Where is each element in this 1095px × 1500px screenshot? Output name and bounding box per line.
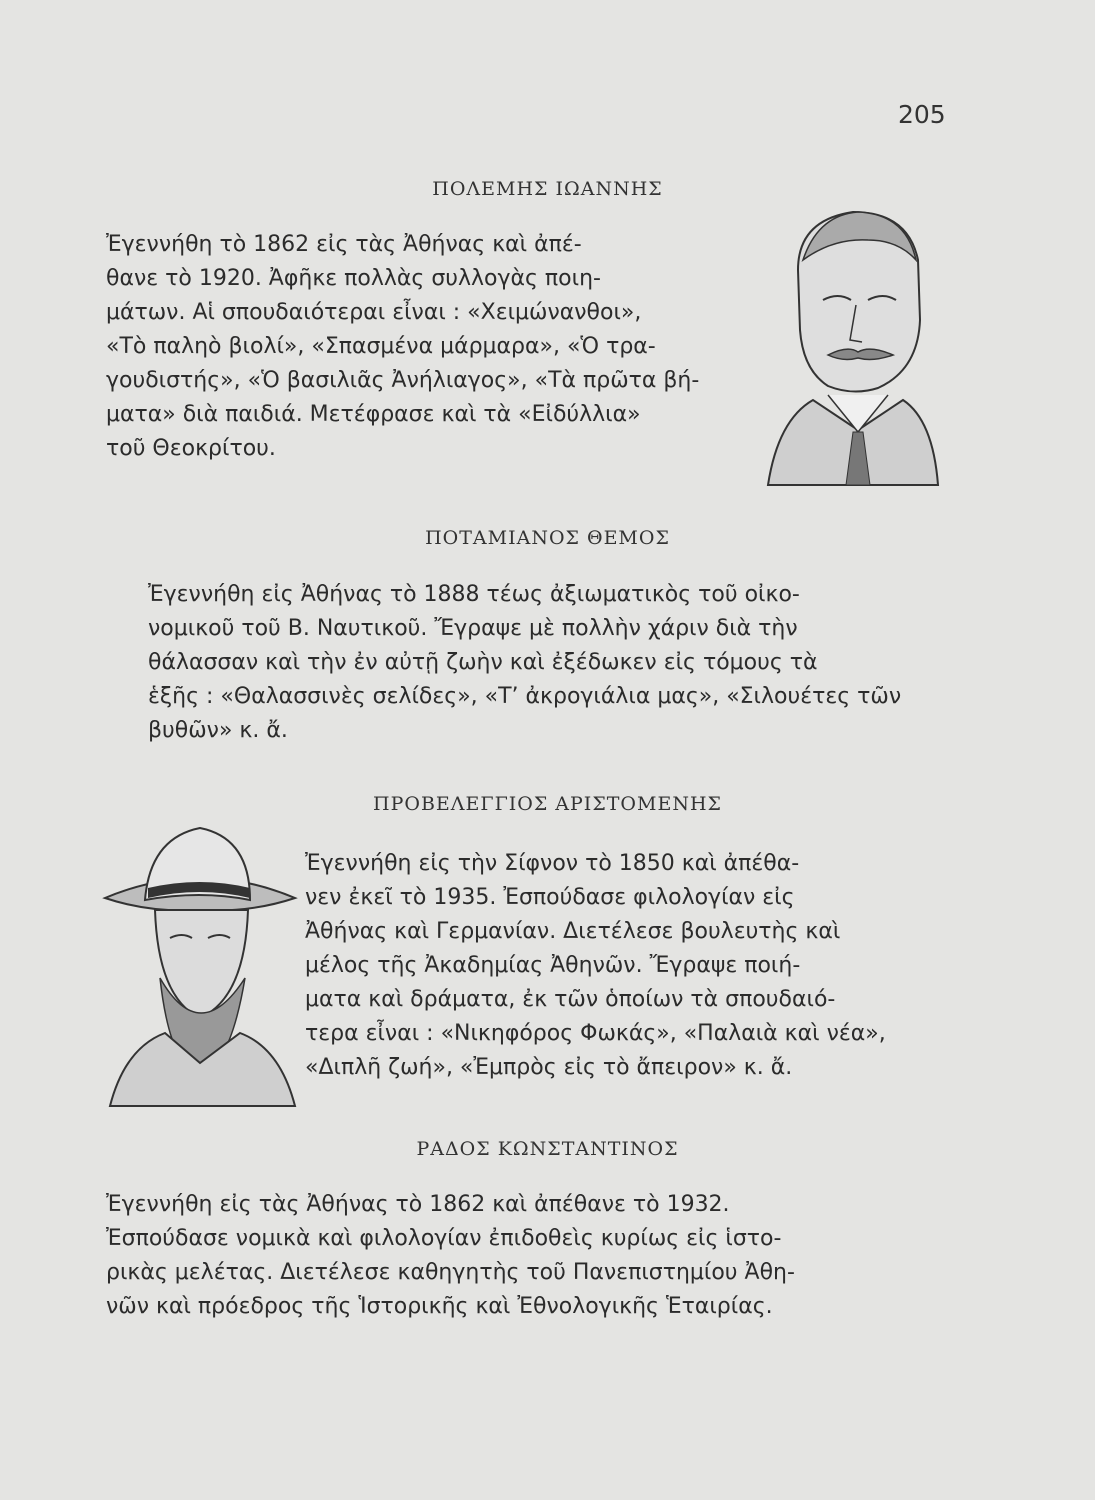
portrait-polemis <box>758 200 940 490</box>
text-line: μάτων. Αἱ σπουδαιότεραι εἶναι : «Χειμώνανθοι», <box>106 300 642 325</box>
text-line: ματα» διὰ παιδιά. Μετέφρασε καὶ τὰ «Εἰδύλλια» <box>106 402 641 427</box>
entry-heading-polemis: ΠΟΛΕΜΗΣ ΙΩΑΝΝΗΣ <box>432 178 663 200</box>
entry-text-provelengios <box>305 847 940 1085</box>
text-line: ἑξῆς : «Θαλασσινὲς σελίδες», «Τ’ ἀκρογιάλια μας», «Σιλουέτες τῶν <box>148 684 902 709</box>
text-line: θανε τὸ 1920. Ἀφῆκε πολλὰς συλλογὰς ποιη- <box>106 266 601 291</box>
text-line: Ἐγεννήθη εἰς τὴν Σίφνον τὸ 1850 καὶ ἀπέθα- <box>305 851 800 876</box>
text-line: νομικοῦ τοῦ Β. Ναυτικοῦ. Ἔγραψε μὲ πολλὴν χάριν διὰ τὴν <box>148 616 798 641</box>
text-line: νῶν καὶ πρόεδρος τῆς Ἱστορικῆς καὶ Ἐθνολογικῆς Ἑταιρίας. <box>106 1294 773 1319</box>
entry-heading-provelengios: ΠΡΟΒΕΛΕΓΓΙΟΣ ΑΡΙΣΤΟΜΕΝΗΣ <box>373 793 722 815</box>
text-line: βυθῶν» κ. ἄ. <box>148 718 288 743</box>
text-line: ματα καὶ δράματα, ἐκ τῶν ὁποίων τὰ σπουδαιό- <box>305 987 836 1012</box>
text-line: νεν ἐκεῖ τὸ 1935. Ἐσπούδασε φιλολογίαν εἰς <box>305 885 795 910</box>
entry-heading-rados: ΡΑΔΟΣ ΚΩΝΣΤΑΝΤΙΝΟΣ <box>416 1138 679 1160</box>
text-line: Ἐσπούδασε νομικὰ καὶ φιλολογίαν ἐπιδοθεὶς κυρίως εἰς ἱστο- <box>106 1226 782 1251</box>
text-line: τερα εἶναι : «Νικηφόρος Φωκάς», «Παλαιὰ καὶ νέα», <box>305 1021 886 1046</box>
text-line: θάλασσαν καὶ τὴν ἐν αὐτῇ ζωὴν καὶ ἐξέδωκεν εἰς τόμους τὰ <box>148 650 818 675</box>
entry-text-rados <box>106 1188 926 1324</box>
entry-heading-potamianos: ΠΟΤΑΜΙΑΝΟΣ ΘΕΜΟΣ <box>425 527 670 549</box>
entry-text-potamianos <box>148 578 938 748</box>
text-line: ρικὰς μελέτας. Διετέλεσε καθηγητὴς τοῦ Πανεπιστημίου Ἀθη- <box>106 1260 795 1285</box>
entry-text-polemis <box>106 228 746 466</box>
text-line: Ἀθήνας καὶ Γερμανίαν. Διετέλεσε βουλευτὴς καὶ <box>305 919 841 944</box>
text-line: γουδιστής», «Ὁ βασιλιᾶς Ἀνήλιαγος», «Τὰ πρῶτα βή- <box>106 368 700 393</box>
text-line: μέλος τῆς Ἀκαδημίας Ἀθηνῶν. Ἔγραψε ποιή- <box>305 953 801 978</box>
text-line: Ἐγεννήθη εἰς Ἀθήνας τὸ 1888 τέως ἀξιωματικὸς τοῦ οἰκο- <box>148 582 800 607</box>
portrait-provelengios <box>100 818 300 1108</box>
text-line: Ἐγεννήθη τὸ 1862 εἰς τὰς Ἀθήνας καὶ ἀπέ- <box>106 232 582 257</box>
portrait-provelengios-drawing <box>100 818 300 1108</box>
text-line: «Διπλῆ ζωή», «Ἐμπρὸς εἰς τὸ ἄπειρον» κ. ἄ. <box>305 1055 793 1080</box>
text-line: τοῦ Θεοκρίτου. <box>106 436 276 461</box>
portrait-polemis-drawing <box>758 200 940 490</box>
text-line: «Τὸ παληὸ βιολί», «Σπασμένα μάρμαρα», «Ὁ τρα- <box>106 334 656 359</box>
page-number: 205 <box>898 100 946 129</box>
text-line: Ἐγεννήθη εἰς τὰς Ἀθήνας τὸ 1862 καὶ ἀπέθανε τὸ 1932. <box>106 1192 730 1217</box>
